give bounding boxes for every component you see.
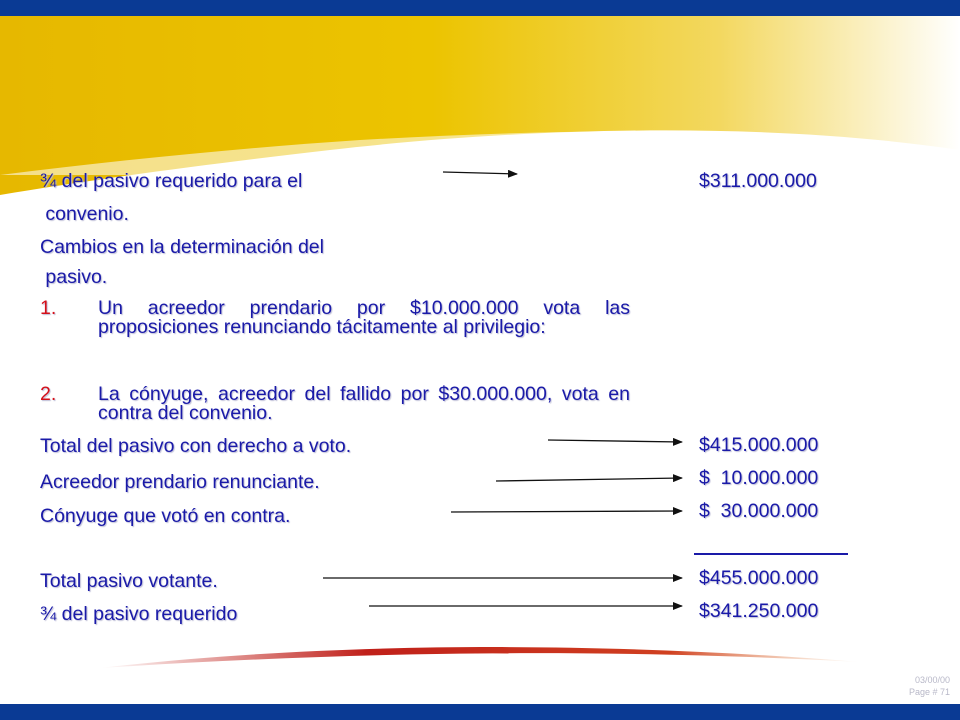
text-line-total-votante: Total pasivo votante. [40,570,218,592]
amount-value: $311.000.000 [699,170,817,192]
amount-value: $341.250.000 [699,600,819,622]
footer-page-number: Page # 71 [908,687,950,697]
text-line-convenio: convenio. [40,203,129,225]
arrow-icon [548,440,682,442]
text-line-acreedor-prendario: Acreedor prendario renunciante. [40,471,320,493]
amount-value: $455.000.000 [699,567,819,589]
text-line-conyuge: Cónyuge que votó en contra. [40,505,291,527]
amount-value: $ 10.000.000 [699,467,819,489]
arrow-icon [451,511,682,512]
list-number: 2. [40,383,57,405]
text-line-pasivo-requerido: ¾ del pasivo requerido para el [40,170,303,192]
amount-value: $ 30.000.000 [699,500,819,522]
arrow-icon [496,478,682,481]
bottom-band [0,704,960,720]
amount-value: $415.000.000 [699,434,819,456]
arrow-icon [443,172,517,174]
list-number: 1. [40,297,57,319]
text-line-cambios: Cambios en la determinación del [40,236,324,258]
text-line-pasivo: pasivo. [40,266,108,288]
list-item-text: Un acreedor prendario por $10.000.000 vota las proposiciones renunciando tácitamente al privilegio: [98,297,630,338]
footer-date: 03/00/00 [914,675,950,685]
text-line-tres-cuartos: ¾ del pasivo requerido [40,603,238,625]
list-item-text: La cónyuge, acreedor del fallido por $30.000.000, vota en contra del convenio. [98,383,630,424]
text-line-total-pasivo: Total del pasivo con derecho a voto. [40,435,352,457]
